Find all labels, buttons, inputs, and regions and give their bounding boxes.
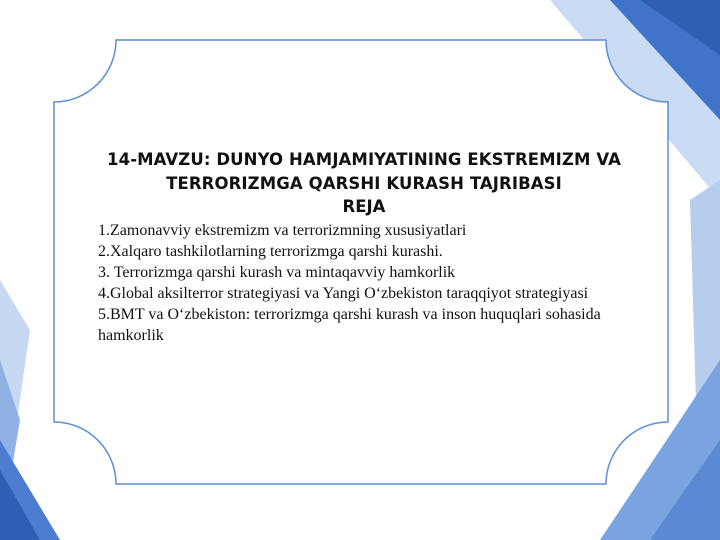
slide-content [98,148,638,346]
slide-subtitle: REJA [342,197,386,216]
plan-list [98,220,638,346]
list-item: 3. Terrorizmga qarshi kurash va mintaqavviy hamkorlik [98,264,456,281]
list-item: 1.Zamonavviy ekstremizm va terrorizmning xususiyatlari [98,222,467,239]
list-item: 4.Global aksilterror strategiyasi va Yangi O‘zbekiston taraqqiyot strategiyasi [98,285,589,302]
list-item: 2.Xalqaro tashkilotlarning terrorizmga qarshi kurashi. [98,243,443,260]
list-item: 5.BMT va O‘zbekiston: terrorizmga qarshi kurash va inson huquqlari sohasida hamkorlik [98,306,601,344]
slide-title: 14-MAVZU: DUNYO HAMJAMIYATINING EKSTREMIZM VA TERRORIZMGA QARSHI KURASH TAJRIBASI [107,150,621,193]
